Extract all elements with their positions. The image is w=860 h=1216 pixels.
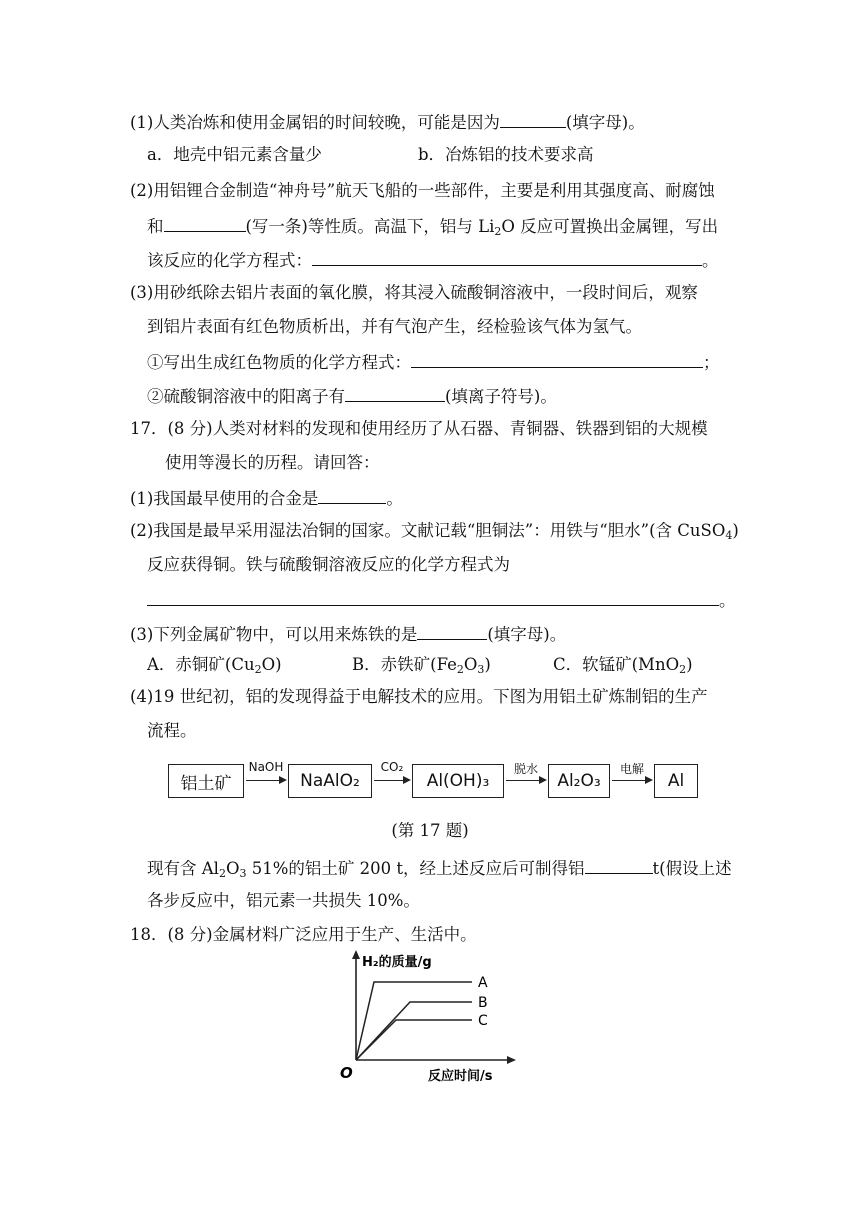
arrow-right-icon xyxy=(403,776,411,784)
q17-part2-line2: 反应获得铜。铁与硫酸铜溶液反应的化学方程式为 xyxy=(147,555,510,574)
flow-arrow-label: CO₂ xyxy=(380,760,404,774)
answer-blank[interactable] xyxy=(147,588,719,606)
q16-part3-line2: 到铝片表面有红色物质析出，并有气泡产生，经检验该气体为氢气。 xyxy=(147,317,642,336)
arrow-right-icon xyxy=(539,776,547,784)
x-axis-label: 反应时间/s xyxy=(428,1069,493,1084)
process-flow-diagram xyxy=(168,760,700,802)
q17-option-a: A．赤铜矿$(Cu_2O)$ xyxy=(147,655,282,676)
q16-part1: (1)人类冶炼和使用金属铝的时间较晚，可能是因为 (填字母)。 xyxy=(130,110,645,134)
q17-part3: (3)下列金属矿物中，可以用来炼铁的是 (填字母)。 xyxy=(130,622,566,646)
q16-part2-line1: (2)用铝锂合金制造“神舟号”航天飞船的一些部件，主要是利用其强度高、耐腐蚀 xyxy=(130,181,715,200)
flow-box-bauxite: 铝土矿 xyxy=(168,764,244,798)
q16-option-b: b．冶炼铝的技术要求高 xyxy=(418,145,594,164)
q17-heading-line2: 使用等漫长的历程。请回答： xyxy=(165,453,380,472)
answer-blank[interactable] xyxy=(417,622,487,640)
flow-arrow-co2 xyxy=(372,760,412,798)
series-label-c: C xyxy=(478,1013,488,1029)
answer-blank[interactable] xyxy=(500,110,566,128)
q16-option-a: a．地壳中铝元素含量少 xyxy=(147,145,322,164)
answer-blank[interactable] xyxy=(585,856,653,874)
answer-blank[interactable] xyxy=(318,486,386,504)
answer-blank[interactable] xyxy=(345,384,445,402)
flow-arrow-electrolysis xyxy=(610,764,654,798)
q17-part4-line1: (4)19 世纪初，铝的发现得益于电解技术的应用。下图为用铝土矿炼制铝的生产 xyxy=(130,687,708,706)
series-line-c xyxy=(356,1020,472,1060)
flow-box-al: Al xyxy=(654,764,698,798)
q17-heading-line1: 17．(8 分)人类对材料的发现和使用经历了从石器、青铜器、铁器到铝的大规模 xyxy=(130,419,708,438)
answer-blank[interactable] xyxy=(312,248,702,266)
q17-part5-line1: 现有含 $Al_2O_3$ 51%的铝土矿 200 t，经上述反应后可制得铝 t(假设上述 xyxy=(147,856,732,880)
q17-part2-line3: 。 xyxy=(147,588,736,612)
answer-blank[interactable] xyxy=(164,214,246,232)
q17-part1: (1)我国最早使用的合金是 。 xyxy=(130,486,403,510)
arrow-right-icon xyxy=(279,776,287,784)
q17-part5-line2: 各步反应中，铝元素一共损失 10%。 xyxy=(147,891,420,910)
series-label-b: B xyxy=(478,995,488,1011)
q16-part2-line2: 和 (写一条)等性质。高温下，铝与 $Li_2O$ 反应可置换出金属锂，写出 xyxy=(147,214,718,238)
q17-part4-line2: 流程。 xyxy=(147,721,197,740)
flow-box-aloh3: Al(OH)₃ xyxy=(412,764,504,798)
x-axis-arrow-icon xyxy=(507,1056,516,1064)
arrow-right-icon xyxy=(645,776,653,784)
flow-box-al2o3: Al₂O₃ xyxy=(548,764,610,798)
flow-arrow-naoh xyxy=(244,760,288,798)
flow-box-naalo2: NaAlO₂ xyxy=(288,764,372,798)
h2-mass-graph xyxy=(330,948,530,1088)
q16-part3-line1: (3)用砂纸除去铝片表面的氧化膜，将其浸入硫酸铜溶液中，一段时间后，观察 xyxy=(130,283,698,302)
q16-part3-item2: ②硫酸铜溶液中的阳离子有 (填离子符号)。 xyxy=(147,384,557,408)
q17-option-c: C．软锰矿(MnO$_2$) xyxy=(553,655,693,676)
q17-option-b: B．赤铁矿$(Fe_2O_3)$ xyxy=(352,655,491,676)
flow-arrow-dehydrate xyxy=(504,764,548,798)
figure-caption: (第 17 题) xyxy=(391,821,469,840)
q18-heading: 18．(8 分)金属材料广泛应用于生产、生活中。 xyxy=(130,925,477,944)
flow-arrow-label: 电解 xyxy=(619,762,644,776)
series-line-b xyxy=(356,1002,472,1060)
y-axis-arrow-icon xyxy=(352,950,360,959)
y-axis-label: H₂的质量/g xyxy=(362,955,432,970)
series-line-a xyxy=(356,982,472,1060)
origin-label: O xyxy=(340,1064,353,1082)
answer-blank[interactable] xyxy=(411,350,703,368)
q16-part3-item1: ①写出生成红色物质的化学方程式： ； xyxy=(147,350,720,374)
series-label-a: A xyxy=(478,975,488,991)
q16-part2-line3: 该反应的化学方程式： 。 xyxy=(147,248,719,272)
flow-arrow-label: 脱水 xyxy=(513,762,538,776)
q17-part2-line1: (2)我国是最早采用湿法冶铜的国家。文献记载“胆铜法”：用铁与“胆水”(含 CuSO$_4$) xyxy=(130,521,739,542)
flow-arrow-label: NaOH xyxy=(248,760,284,774)
